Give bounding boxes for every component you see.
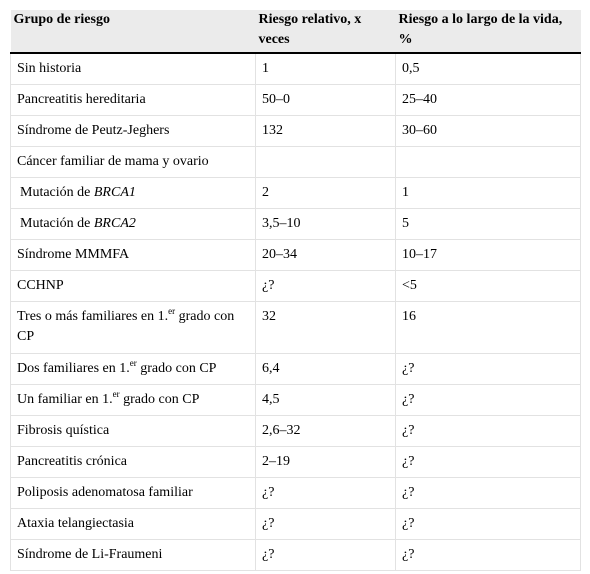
- cell-lifetime: [396, 147, 581, 178]
- cell-relative: ¿?: [256, 509, 396, 540]
- cell-lifetime: 16: [396, 302, 581, 354]
- cell-group: Pancreatitis crónica: [11, 447, 256, 478]
- cell-lifetime: ¿?: [396, 478, 581, 509]
- cell-lifetime: 10–17: [396, 240, 581, 271]
- table-row: [11, 478, 581, 509]
- table-header-row: [11, 10, 581, 53]
- cell-lifetime: ¿?: [396, 509, 581, 540]
- table-row: [11, 509, 581, 540]
- cell-relative: 3,5–10: [256, 209, 396, 240]
- ordinal-superscript: er: [112, 389, 120, 399]
- table-row: [11, 416, 581, 447]
- cell-group: [11, 302, 256, 354]
- cell-relative: 32: [256, 302, 396, 354]
- cell-group: [11, 385, 256, 416]
- cell-lifetime: <5: [396, 271, 581, 302]
- cell-group-prefix: Mutación de: [20, 216, 94, 231]
- cell-relative: 4,5: [256, 385, 396, 416]
- cell-relative: 132: [256, 116, 396, 147]
- cell-relative: 2: [256, 178, 396, 209]
- cell-group: Síndrome de Li-Fraumeni: [11, 540, 256, 571]
- cell-relative: ¿?: [256, 540, 396, 571]
- table-row: [11, 178, 581, 209]
- table-row: [11, 147, 581, 178]
- cell-group: Fibrosis quística: [11, 416, 256, 447]
- cell-group: CCHNP: [11, 271, 256, 302]
- table-row: [11, 240, 581, 271]
- cell-group-text: grado con CP: [17, 309, 235, 344]
- cell-group-text: Dos familiares en 1.: [17, 361, 130, 376]
- cell-lifetime: ¿?: [396, 416, 581, 447]
- cell-relative: 50–0: [256, 85, 396, 116]
- cell-group-text: Un familiar en 1.: [17, 392, 113, 407]
- cell-group: Síndrome de Peutz-Jeghers: [11, 116, 256, 147]
- cell-lifetime: ¿?: [396, 447, 581, 478]
- cell-relative: ¿?: [256, 478, 396, 509]
- table-row: [11, 385, 581, 416]
- table-row: [11, 85, 581, 116]
- cell-group-text: grado con CP: [119, 392, 200, 407]
- cell-lifetime: 1: [396, 178, 581, 209]
- table-row: [11, 302, 581, 354]
- cell-relative: 20–34: [256, 240, 396, 271]
- table-row: [11, 271, 581, 302]
- cell-group: [11, 354, 256, 385]
- header-lifetime-risk: Riesgo a lo largo de la vida, %: [396, 10, 581, 53]
- cell-group: Síndrome MMMFA: [11, 240, 256, 271]
- cell-group: Poliposis adenomatosa familiar: [11, 478, 256, 509]
- cell-relative: 2,6–32: [256, 416, 396, 447]
- ordinal-superscript: er: [168, 306, 176, 316]
- header-relative-risk: Riesgo relativo, x veces: [256, 10, 396, 53]
- cell-group: Cáncer familiar de mama y ovario: [11, 147, 256, 178]
- cell-group: Ataxia telangiectasia: [11, 509, 256, 540]
- cell-relative: [256, 147, 396, 178]
- cell-lifetime: 5: [396, 209, 581, 240]
- cell-lifetime: 0,5: [396, 53, 581, 85]
- cell-group: [11, 209, 256, 240]
- cell-relative: ¿?: [256, 271, 396, 302]
- cell-group-prefix: Mutación de: [20, 185, 94, 200]
- cell-group: Sin historia: [11, 53, 256, 85]
- gene-name: BRCA1: [93, 185, 136, 200]
- cell-relative: 1: [256, 53, 396, 85]
- cell-relative: 6,4: [256, 354, 396, 385]
- table-row: [11, 354, 581, 385]
- cell-group: [11, 178, 256, 209]
- cell-lifetime: ¿?: [396, 354, 581, 385]
- table-row: [11, 116, 581, 147]
- ordinal-superscript: er: [129, 358, 137, 368]
- cell-lifetime: 30–60: [396, 116, 581, 147]
- cell-lifetime: 25–40: [396, 85, 581, 116]
- risk-table-container: [10, 10, 580, 571]
- gene-name: BRCA2: [93, 216, 136, 231]
- table-row: [11, 447, 581, 478]
- table-row: [11, 53, 581, 85]
- cell-group-text: Tres o más familiares en 1.: [17, 309, 169, 324]
- cell-lifetime: ¿?: [396, 385, 581, 416]
- table-row: [11, 540, 581, 571]
- header-risk-group: Grupo de riesgo: [11, 10, 256, 53]
- cell-group-text: grado con CP: [136, 361, 217, 376]
- cell-lifetime: ¿?: [396, 540, 581, 571]
- cell-relative: 2–19: [256, 447, 396, 478]
- risk-table: [10, 10, 581, 571]
- table-row: [11, 209, 581, 240]
- cell-group: Pancreatitis hereditaria: [11, 85, 256, 116]
